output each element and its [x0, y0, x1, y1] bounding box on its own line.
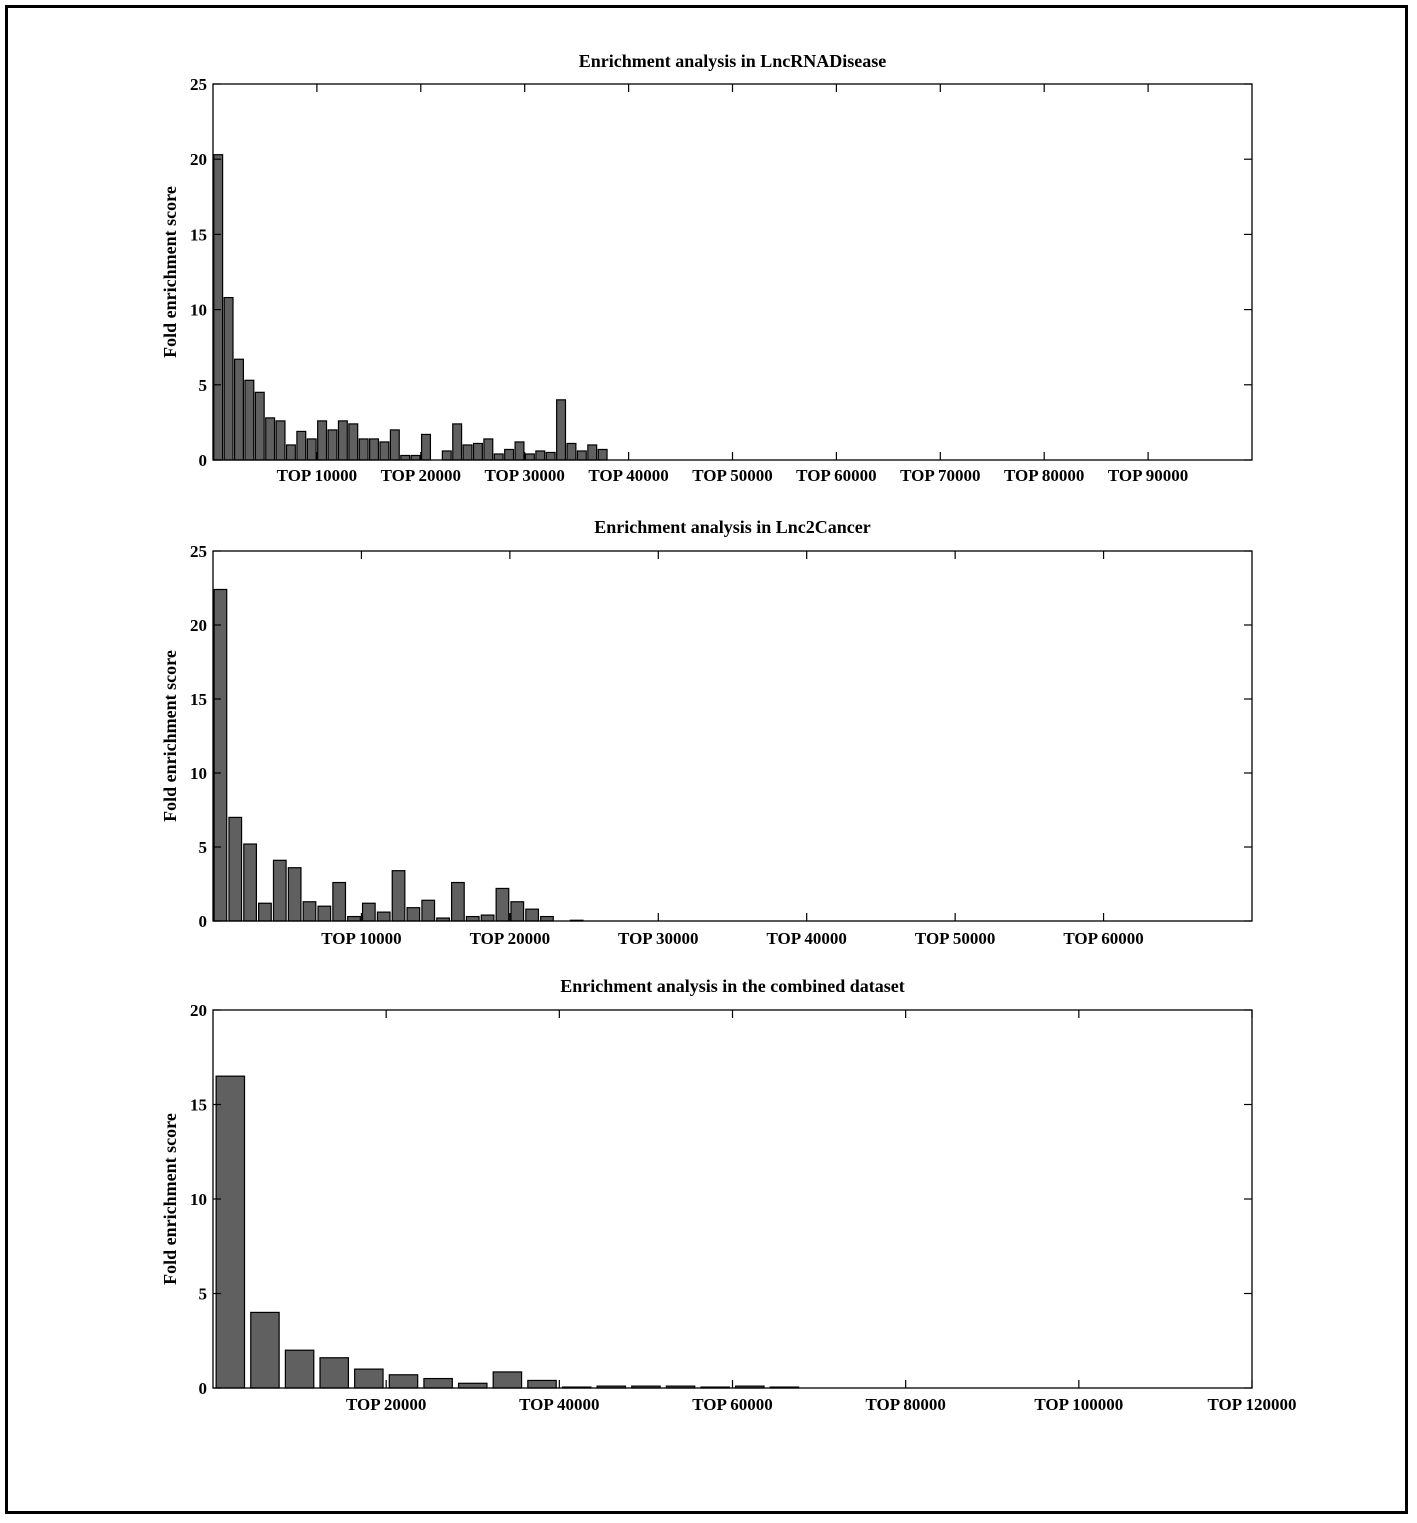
bar — [493, 1372, 521, 1388]
x-tick-label: TOP 10000 — [276, 466, 358, 485]
x-tick-label: TOP 20000 — [345, 1395, 427, 1414]
x-tick-label: TOP 80000 — [865, 1395, 946, 1414]
x-tick-label: TOP 100000 — [1034, 1395, 1124, 1414]
bar — [526, 909, 539, 921]
bar — [244, 844, 257, 921]
bar — [359, 439, 368, 460]
bar — [588, 445, 597, 460]
y-tick-label: 15 — [190, 225, 207, 245]
bar — [515, 442, 524, 460]
chart-title: Enrichment analysis in LncRNADisease — [578, 51, 887, 71]
bar — [349, 424, 358, 460]
y-tick-label: 5 — [198, 375, 207, 395]
chart-title: Enrichment analysis in the combined dataset — [560, 976, 905, 996]
bar — [363, 903, 376, 921]
bar — [297, 431, 306, 460]
bar — [338, 421, 347, 460]
y-tick-label: 0 — [198, 1379, 207, 1398]
bar — [273, 860, 286, 921]
bar — [229, 817, 242, 921]
bar — [494, 454, 503, 460]
bar — [481, 915, 494, 921]
plot-area — [213, 551, 1252, 921]
bar — [251, 1312, 279, 1388]
bar — [466, 917, 479, 921]
y-tick-label: 10 — [190, 1190, 207, 1209]
bar — [380, 442, 389, 460]
bar — [390, 430, 399, 460]
bar — [525, 454, 534, 460]
y-axis-label: Fold enrichment score — [160, 186, 180, 358]
bar — [536, 451, 545, 460]
y-axis-label: Fold enrichment score — [160, 1113, 180, 1285]
bar — [392, 871, 405, 921]
bar — [216, 1076, 244, 1388]
bar — [411, 455, 420, 460]
x-tick-label: TOP 80000 — [1003, 466, 1085, 485]
y-tick-label: 15 — [190, 690, 207, 709]
x-tick-label: TOP 40000 — [766, 929, 847, 948]
bar — [424, 1379, 452, 1388]
y-tick-label: 10 — [190, 764, 207, 783]
bar — [463, 445, 472, 460]
bar — [557, 400, 566, 460]
x-tick-label: TOP 120000 — [1207, 1395, 1297, 1414]
bar — [348, 917, 361, 921]
bar — [266, 418, 275, 460]
bar — [214, 589, 227, 921]
chart-title: Enrichment analysis in Lnc2Cancer — [594, 517, 871, 537]
bar — [303, 902, 316, 921]
x-tick-label: TOP 90000 — [1107, 466, 1189, 485]
x-tick-label: TOP 40000 — [588, 466, 669, 485]
y-tick-label: 5 — [198, 1284, 207, 1304]
y-tick-label: 0 — [198, 451, 207, 470]
x-tick-label: TOP 40000 — [519, 1395, 600, 1414]
bar — [245, 380, 254, 460]
bar — [370, 439, 379, 460]
bar — [318, 421, 327, 460]
bar — [442, 451, 451, 460]
bar — [214, 155, 223, 460]
x-tick-label: TOP 30000 — [618, 929, 699, 948]
bar — [255, 392, 264, 460]
y-tick-label: 20 — [190, 150, 207, 170]
bar — [320, 1358, 348, 1388]
bar — [484, 439, 493, 460]
y-tick-label: 0 — [198, 912, 207, 931]
bar — [422, 900, 435, 921]
bar — [407, 908, 420, 921]
x-tick-label: TOP 20000 — [380, 466, 462, 485]
bar — [511, 902, 524, 921]
y-axis-label: Fold enrichment score — [160, 650, 180, 822]
y-tick-label: 25 — [190, 542, 207, 561]
x-tick-label: TOP 60000 — [796, 466, 877, 485]
bar — [333, 883, 346, 921]
bar — [422, 434, 431, 460]
bar — [235, 359, 244, 460]
bar — [288, 868, 301, 921]
bar — [528, 1380, 556, 1388]
plot-area — [213, 1010, 1252, 1388]
bar — [401, 455, 410, 460]
x-tick-label: TOP 70000 — [900, 466, 981, 485]
chart-panel-2 — [160, 517, 1252, 948]
bar — [355, 1369, 383, 1388]
bar — [276, 421, 285, 460]
bar — [224, 298, 233, 460]
bar — [505, 449, 514, 460]
bar — [567, 443, 576, 460]
bar — [285, 1350, 313, 1388]
bar — [598, 449, 607, 460]
bar — [318, 906, 331, 921]
bar — [496, 888, 509, 921]
chart-panel-1 — [160, 51, 1252, 485]
x-tick-label: TOP 50000 — [914, 929, 996, 948]
x-tick-label: TOP 60000 — [692, 1395, 773, 1414]
bar — [546, 452, 555, 460]
y-tick-label: 20 — [190, 1001, 207, 1020]
x-tick-label: TOP 50000 — [692, 466, 773, 485]
bar — [259, 903, 272, 921]
bar — [377, 912, 390, 921]
bar — [453, 424, 462, 460]
y-tick-label: 5 — [198, 838, 207, 857]
bar — [307, 439, 316, 460]
y-tick-label: 20 — [190, 616, 207, 635]
bar — [474, 443, 483, 460]
bar — [389, 1375, 417, 1388]
x-tick-label: TOP 20000 — [469, 929, 551, 948]
y-tick-label: 10 — [190, 300, 207, 320]
x-tick-label: TOP 30000 — [484, 466, 565, 485]
bar — [541, 917, 554, 921]
bar — [452, 883, 465, 921]
bar — [459, 1383, 487, 1388]
bar — [577, 451, 586, 460]
bar — [328, 430, 337, 460]
bar — [287, 445, 296, 460]
plot-area — [213, 84, 1252, 460]
y-tick-label: 25 — [190, 75, 207, 94]
x-tick-label: TOP 10000 — [321, 929, 402, 948]
x-tick-label: TOP 60000 — [1063, 929, 1144, 948]
chart-panel-3 — [160, 976, 1296, 1414]
y-tick-label: 15 — [190, 1095, 207, 1115]
